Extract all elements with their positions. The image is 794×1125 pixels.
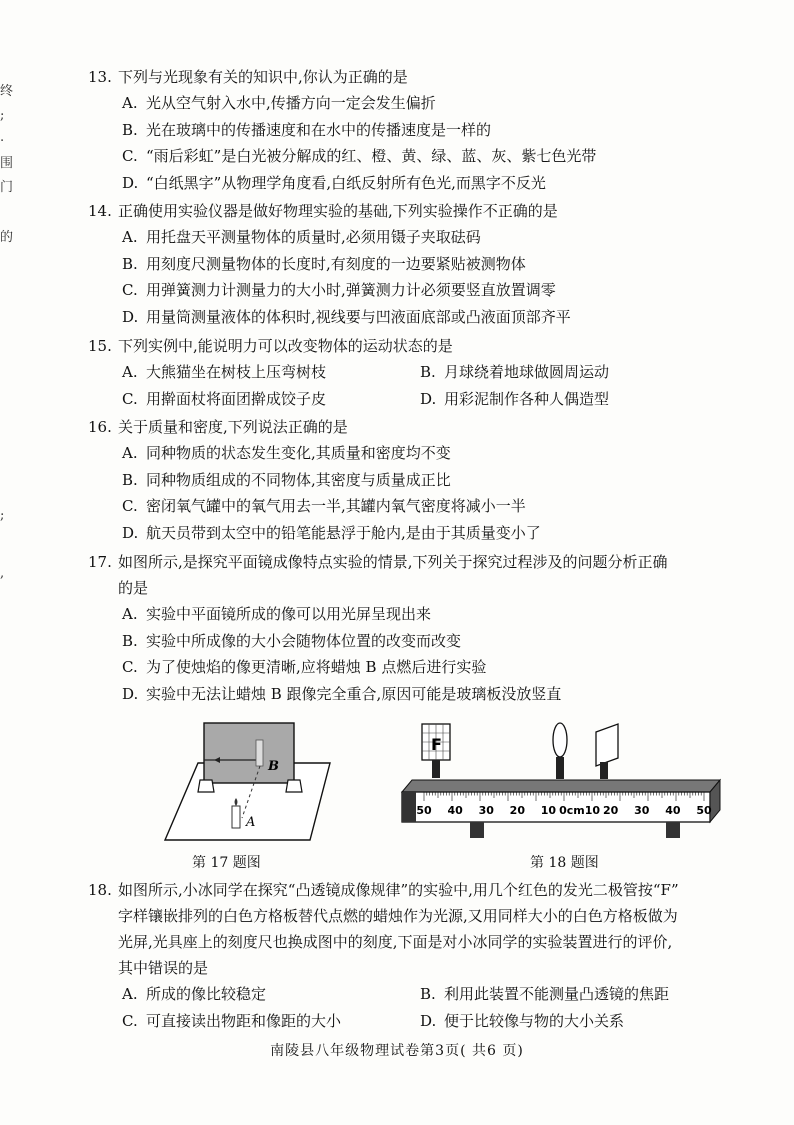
question-stem: 如图所示,小冰同学在探究“凸透镜成像规律”的实验中,用几个红色的发光二极管按“F” <box>118 881 679 899</box>
question-17 <box>88 549 738 707</box>
question-stem: 正确使用实验仪器是做好物理实验的基础,下列实验操作不正确的是 <box>118 202 558 220</box>
ruler-labels <box>416 804 712 817</box>
question-14 <box>88 198 738 330</box>
margin-mark: ; <box>0 508 5 523</box>
option-d: D. 航天员带到太空中的铅笔能悬浮于舱内,是由于其质量变小了 <box>122 523 541 542</box>
question-stem: 关于质量和密度,下列说法正确的是 <box>118 418 348 436</box>
margin-mark: ; <box>0 108 5 123</box>
ruler-label: 0cm10 <box>559 804 601 817</box>
bench-top <box>402 780 720 792</box>
page-footer: 南陵县八年级物理试卷第3页( 共6 页) <box>270 1043 524 1059</box>
option-d: D. 用彩泥制作各种人偶造型 <box>420 389 610 408</box>
option-c: C. “雨后彩虹”是白光被分解成的红、橙、黄、绿、蓝、灰、紫七色光带 <box>122 147 597 165</box>
margin-mark: 围 <box>0 156 14 171</box>
ruler-label: 20 <box>603 804 619 817</box>
question-15 <box>88 333 738 412</box>
glass-plate <box>204 723 294 783</box>
figure-18-optical-bench <box>398 720 724 850</box>
option-a: A. 大熊猫坐在树枝上压弯树枝 <box>122 363 327 381</box>
question-stem: 下列实例中,能说明力可以改变物体的运动状态的是 <box>118 337 453 355</box>
margin-mark: . <box>0 130 5 145</box>
figure-17-caption: 第 17 题图 <box>192 855 261 871</box>
ruler-label: 20 <box>509 804 525 817</box>
ruler-label: 10 <box>540 804 557 817</box>
option-c: C. 密闭氧气罐中的氧气用去一半,其罐内氧气密度将减小一半 <box>122 497 526 515</box>
convex-lens <box>553 723 567 757</box>
option-b: B. 用刻度尺测量物体的长度时,有刻度的一边要紧贴被测物体 <box>122 254 526 273</box>
question-number: 18. <box>88 881 112 899</box>
candle-b <box>256 740 263 766</box>
option-b: B. 同种物质组成的不同物体,其密度与质量成正比 <box>122 470 451 489</box>
ruler-label: 30 <box>634 804 650 817</box>
option-b: B. 利用此装置不能测量凸透镜的焦距 <box>420 985 670 1003</box>
right-stand <box>286 780 302 792</box>
margin-mark: 终 <box>0 84 14 99</box>
lens-holder <box>556 757 564 779</box>
option-b: B. 实验中所成像的大小会随物体位置的改变而改变 <box>122 631 462 650</box>
ruler-label: 40 <box>665 804 681 817</box>
option-d: D. 用量筒测量液体的体积时,视线要与凹液面底部或凸液面顶部齐平 <box>122 307 571 326</box>
option-d: D. 实验中无法让蜡烛 B 跟像完全重合,原因可能是玻璃板没放竖直 <box>122 684 562 703</box>
margin-mark: 的 <box>0 230 14 245</box>
question-stem-continued: 字样镶嵌排列的白色方格板替代点燃的蜡烛作为光源,又用同样大小的白色方格板做为 <box>118 907 678 925</box>
question-stem-continued: 的是 <box>118 579 149 597</box>
margin-mark: 门 <box>0 180 14 195</box>
ruler-label: 40 <box>447 804 463 817</box>
option-d: D. “白纸黑字”从物理学角度看,白纸反射所有色光,而黑字不反光 <box>122 173 546 192</box>
screen-holder <box>600 762 608 779</box>
option-a: A. 同种物质的状态发生变化,其质量和密度均不变 <box>122 444 451 462</box>
figure-17-plane-mirror <box>160 718 360 848</box>
question-stem-continued: 其中错误的是 <box>118 959 209 977</box>
question-stem: 下列与光现象有关的知识中,你认为正确的是 <box>118 68 408 86</box>
ruler-label: 50 <box>416 804 432 817</box>
option-a: A. 实验中平面镜所成的像可以用光屏呈现出来 <box>122 605 432 623</box>
question-number: 13. <box>88 68 112 86</box>
margin-mark: , <box>0 566 5 581</box>
option-c: C. 用弹簧测力计测量力的大小时,弹簧测力计必须要竖直放置调零 <box>122 281 556 299</box>
question-stem: 如图所示,是探究平面镜成像特点实验的情景,下列关于探究过程涉及的问题分析正确 <box>118 553 668 571</box>
question-13 <box>88 64 738 196</box>
option-b: B. 月球绕着地球做圆周运动 <box>420 363 610 381</box>
panel-letter-f: F <box>431 735 442 754</box>
question-stem-continued: 光屏,光具座上的刻度尺也换成图中的刻度,下面是对小冰同学的实验装置进行的评价, <box>118 933 673 951</box>
left-stand <box>198 780 214 792</box>
option-d: D. 便于比较像与物的大小关系 <box>420 1011 625 1030</box>
bench-end-cap <box>402 792 416 822</box>
panel-holder <box>432 760 440 778</box>
question-number: 17. <box>88 553 112 571</box>
option-c: C. 为了使烛焰的像更清晰,应将蜡烛 B 点燃后进行实验 <box>122 658 487 676</box>
label-a: A <box>246 815 256 830</box>
label-b: B <box>268 759 279 774</box>
option-c: C. 用擀面杖将面团擀成饺子皮 <box>122 389 327 408</box>
question-18 <box>88 877 738 1034</box>
bench-foot-left <box>470 822 484 838</box>
candle-a <box>232 806 240 828</box>
question-16 <box>88 414 738 546</box>
ruler-label: 30 <box>478 804 494 817</box>
screen-panel <box>596 724 618 766</box>
figure-18-caption: 第 18 题图 <box>530 855 599 871</box>
option-a: A. 用托盘天平测量物体的质量时,必须用镊子夹取砝码 <box>122 228 481 246</box>
option-a: A. 光从空气射入水中,传播方向一定会发生偏折 <box>122 94 436 112</box>
option-a: A. 所成的像比较稳定 <box>122 985 267 1003</box>
question-number: 16. <box>88 418 112 436</box>
question-number: 14. <box>88 202 112 220</box>
bench-foot-right <box>666 822 680 838</box>
question-number: 15. <box>88 337 112 355</box>
ruler-label: 50 <box>696 804 712 817</box>
option-b: B. 光在玻璃中的传播速度和在水中的传播速度是一样的 <box>122 120 492 139</box>
option-c: C. 可直接读出物距和像距的大小 <box>122 1011 342 1030</box>
